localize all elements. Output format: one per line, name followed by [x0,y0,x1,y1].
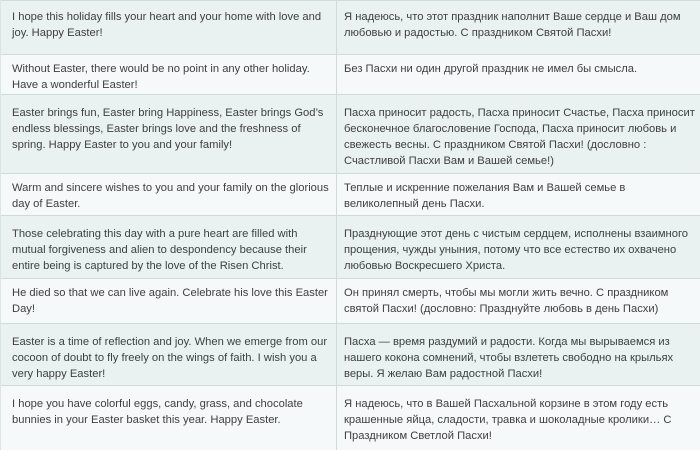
russian-cell: Пасха — время раздумий и радости. Когда мы вырываемся из нашего кокона сомнений, чтобы взлететь свободно на крыльях веры. Я желаю Вам радостной Пасхи! [336,324,700,385]
english-cell: Easter is a time of reflection and joy. When we emerge from our cocoon of doubt to fly freely on the wings of faith. I wish you a very happy Easter! [12,336,328,380]
english-cell: Warm and sincere wishes to you and your family on the glorious day of Easter. [12,182,329,210]
table-row [1,94,700,173]
table-row [1,54,700,94]
table-row [1,0,700,54]
russian-cell: Пасха приносит радость, Пасха приносит Счастье, Пасха приносит бесконечное благословение Господа, Пасха приносит любовь и свежесть весны. С праздником Святой Пасхи! (дословно : Счастливой Пасхи Вам и Вашей семье!) [336,95,700,173]
english-cell: Easter brings fun, Easter bring Happiness, Easter brings God’s endless blessings, Easter brings love and the freshness of spring. Happy Easter to you and your family! [12,107,324,151]
table-row [1,278,700,323]
table-row [1,323,700,385]
english-cell: I hope this holiday fills your heart and your home with love and joy. Happy Easter! [12,11,322,39]
russian-cell: Без Пасхи ни один другой праздник не имел бы смысла. [336,55,700,94]
russian-cell: Я надеюсь, что в Вашей Пасхальной корзине в этом году есть крашенные яйца, сладости, травка и шоколадные кролики… С Праздником Светлой Пасхи! [336,386,700,450]
russian-cell: Празднующие этот день с чистым сердцем, исполнены взаимного прощения, чужды уныния, потому что все естество их охвачено любовью Воскресшего Христа. [336,216,700,278]
english-cell: He died so that we can live again. Celebrate his love this Easter Day! [12,287,328,315]
russian-cell: Он принял смерть, чтобы мы могли жить вечно. С праздником святой Пасхи! (дословно: Празднуйте любовь в день Пасхи) [336,279,700,323]
russian-cell: Я надеюсь, что этот праздник наполнит Ваше сердце и Ваш дом любовью и радостью. С праздником Святой Пасхи! [336,1,700,54]
english-cell: Without Easter, there would be no point in any other holiday. Have a wonderful Easter! [12,63,310,91]
table-row [1,385,700,450]
english-cell: I hope you have colorful eggs, candy, grass, and chocolate bunnies in your Easter basket this year. Happy Easter. [12,398,303,426]
table-row [1,173,700,215]
russian-cell: Теплые и искренние пожелания Вам и Вашей семье в великолепный день Пасхи. [336,174,700,215]
english-cell: Those celebrating this day with a pure heart are filled with mutual forgiveness and alien to despondency because their entire being is captured by the love of the Risen Christ. [12,228,307,272]
table-row [1,215,700,278]
